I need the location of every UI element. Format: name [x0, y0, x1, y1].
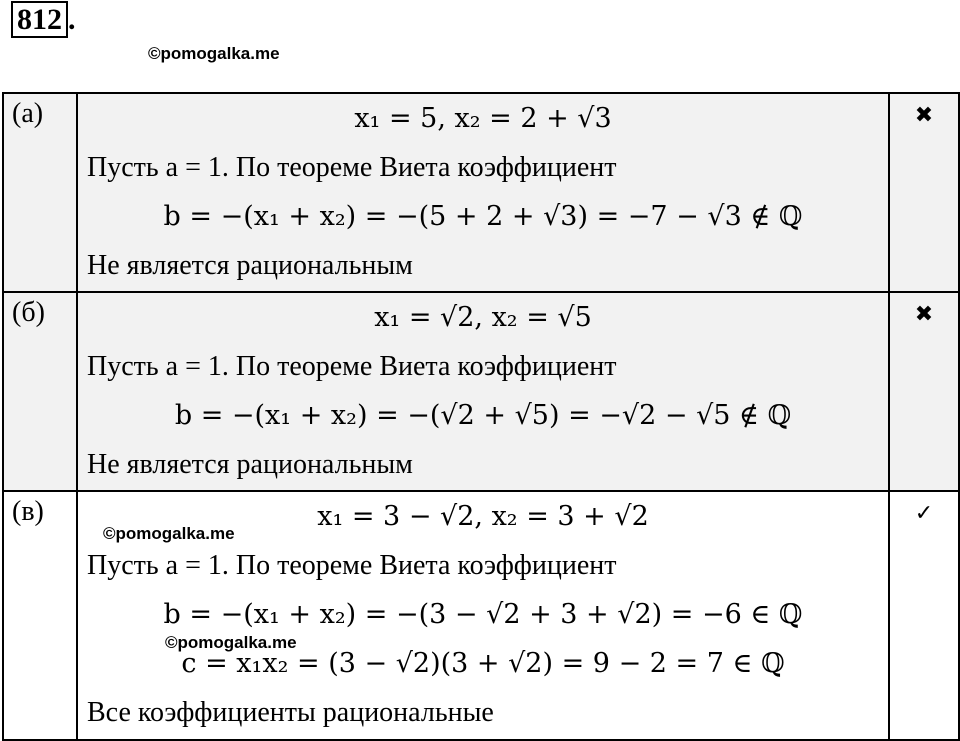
problem-number-box: 812: [11, 1, 68, 38]
coefficient-b-line: b = −(x₁ + x₂) = −(3 − √2 + 3 + √2) = −6 ∈ ℚ: [163, 599, 803, 630]
problem-number-suffix: .: [68, 3, 76, 36]
cross-icon: [889, 93, 959, 292]
watermark-middle: ©pomogalka.me: [103, 524, 235, 543]
cross-icon: [889, 292, 959, 491]
conclusion-line: Не является рациональным: [87, 250, 413, 281]
check-icon: [889, 491, 959, 740]
row-label: (б): [3, 292, 77, 491]
conclusion-line: Не является рациональным: [87, 449, 413, 480]
watermark-bottom: ©pomogalka.me: [165, 633, 297, 652]
row-a: [3, 93, 959, 292]
row-content: [77, 292, 889, 491]
coefficient-b-line: b = −(x₁ + x₂) = −(√2 + √5) = −√2 − √5 ∉ ℚ: [174, 400, 792, 431]
conclusion-line: Все коэффициенты рациональные: [87, 697, 494, 728]
watermark-top: ©pomogalka.me: [148, 44, 280, 63]
row-b: [3, 292, 959, 491]
row-mark: ✖: [914, 102, 934, 127]
coefficient-c-line: c = x₁x₂ = (3 − √2)(3 + √2) = 9 − 2 = 7 ∈ ℚ: [181, 648, 785, 679]
vieta-line: Пусть a = 1. По теореме Виета коэффициент: [87, 351, 617, 382]
roots-line: x₁ = 5, x₂ = 2 + √3: [354, 103, 612, 134]
row-mark: ✓: [914, 500, 934, 525]
roots-line: x₁ = 3 − √2, x₂ = 3 + √2: [317, 501, 649, 532]
vieta-line: Пусть a = 1. По теореме Виета коэффициент: [87, 550, 617, 581]
vieta-line: Пусть a = 1. По теореме Виета коэффициент: [87, 152, 617, 183]
row-label: (а): [3, 93, 77, 292]
roots-line: x₁ = √2, x₂ = √5: [374, 302, 592, 333]
solution-table: [2, 92, 960, 741]
problem-number: [11, 4, 76, 36]
coefficient-b-line: b = −(x₁ + x₂) = −(5 + 2 + √3) = −7 − √3 ∉ ℚ: [163, 201, 803, 232]
row-label: (в): [3, 491, 77, 740]
row-mark: ✖: [914, 301, 934, 326]
row-content: [77, 93, 889, 292]
